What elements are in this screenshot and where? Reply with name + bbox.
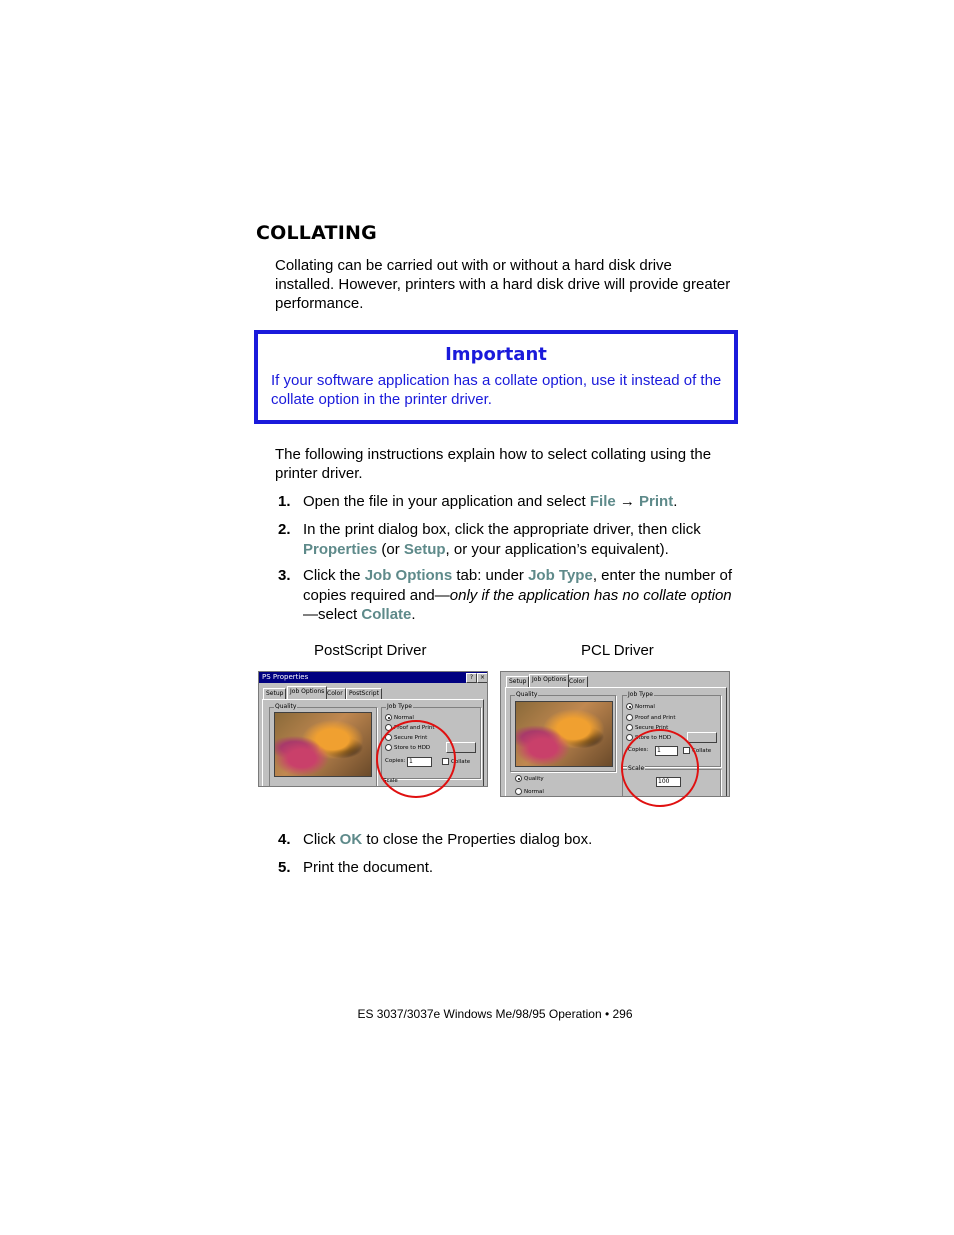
section-heading: COLLATING (256, 222, 377, 244)
quality-option-normal[interactable]: Normal (515, 788, 544, 796)
job-type-link: Job Type (528, 567, 593, 584)
copies-label: Copies: (385, 758, 406, 764)
radio-icon (515, 788, 522, 795)
scale-label: Scale (628, 765, 645, 772)
collate-link: Collate (361, 606, 412, 623)
copies-label: Copies: (628, 747, 649, 753)
step-text: Print the document. (303, 859, 434, 876)
step-number: 1. (278, 493, 291, 510)
quality-label: Quality (275, 703, 297, 710)
step-text: Click OK to close the Properties dialog box. (303, 831, 593, 848)
step-text: Open the file in your application and select File → Print. (303, 493, 678, 510)
pcl-caption: PCL Driver (581, 642, 654, 659)
menu-print-link: Print (639, 493, 674, 510)
ps-titlebar: PS Properties (259, 672, 487, 683)
option-secure-print[interactable]: Secure Print (385, 734, 427, 742)
important-title: Important (445, 344, 547, 365)
step-number: 5. (278, 859, 291, 876)
tab-job-options[interactable]: Job Options (287, 686, 327, 699)
step-number: 2. (278, 521, 291, 538)
option-proof-and-print[interactable]: Proof and Print (385, 724, 435, 732)
quality-option-quality[interactable]: Quality (515, 775, 544, 783)
important-text: If your software application has a collate option, use it instead of the collate option in the printer driver. (271, 372, 722, 408)
job-options-link: Job Options (364, 567, 453, 584)
radio-icon (385, 714, 392, 721)
scale-label: Scale (383, 778, 398, 784)
postscript-caption: PostScript Driver (314, 642, 427, 659)
step-number: 4. (278, 831, 291, 848)
tab-color[interactable]: Color (324, 688, 346, 699)
important-box (254, 330, 738, 424)
setup-link: Setup (403, 540, 446, 558)
collate-checkbox[interactable]: Collate (442, 758, 470, 766)
intro-paragraph: Collating can be carried out with or without a hard disk drive installed. However, printers with a hard disk drive will provide greater performance. (275, 257, 731, 312)
ok-link: OK (339, 831, 363, 848)
menu-file-link: File (589, 493, 616, 510)
radio-icon (626, 703, 633, 710)
page-footer: ES 3037/3037e Windows Me/98/95 Operation • 296 (357, 1007, 633, 1021)
tab-setup[interactable]: Setup (263, 688, 286, 699)
scale-stepper[interactable]: 100 (656, 777, 681, 787)
option-normal[interactable]: Normal (385, 714, 414, 722)
option-store-to-hdd[interactable]: Store to HDD (385, 744, 430, 752)
job-type-label: Job Type (628, 691, 653, 698)
radio-icon (626, 724, 633, 731)
tab-setup[interactable]: Setup (506, 676, 529, 687)
close-button[interactable]: × (477, 673, 488, 683)
copies-stepper[interactable]: 1 (407, 757, 432, 767)
pcl-highlight-circle (621, 729, 699, 807)
job-type-label: Job Type (387, 703, 412, 710)
copies-stepper[interactable]: 1 (655, 746, 678, 756)
step-number: 3. (278, 567, 291, 584)
quality-label: Quality (516, 691, 538, 698)
properties-link: Properties (303, 540, 378, 558)
radio-icon (515, 775, 522, 782)
tab-postscript[interactable]: PostScript (346, 688, 382, 699)
step-text: Click the Job Options tab: under Job Type, enter the number of copies required and—only if the application has no collate option—select Collate. (303, 567, 733, 623)
store-settings-button[interactable] (687, 732, 717, 743)
ps-highlight-circle (376, 720, 456, 798)
butterfly-image (515, 701, 613, 767)
option-store-to-hdd[interactable]: Store to HDD (626, 734, 671, 742)
collate-checkbox[interactable]: Collate (683, 747, 711, 755)
tab-color[interactable]: Color (566, 676, 588, 687)
tab-job-options[interactable]: Job Options (529, 674, 569, 687)
option-normal[interactable]: Normal (626, 703, 655, 711)
option-secure-print[interactable]: Secure Print (626, 724, 668, 732)
radio-icon (626, 714, 633, 721)
option-proof-and-print[interactable]: Proof and Print (626, 714, 676, 722)
step-text: In the print dialog box, click the appropriate driver, then click Properties (or Setup, or your application’s equivalent). (303, 521, 701, 558)
help-button[interactable]: ? (466, 673, 477, 683)
instructions-intro: The following instructions explain how to select collating using the printer driver. (275, 446, 712, 482)
butterfly-image (274, 712, 372, 777)
